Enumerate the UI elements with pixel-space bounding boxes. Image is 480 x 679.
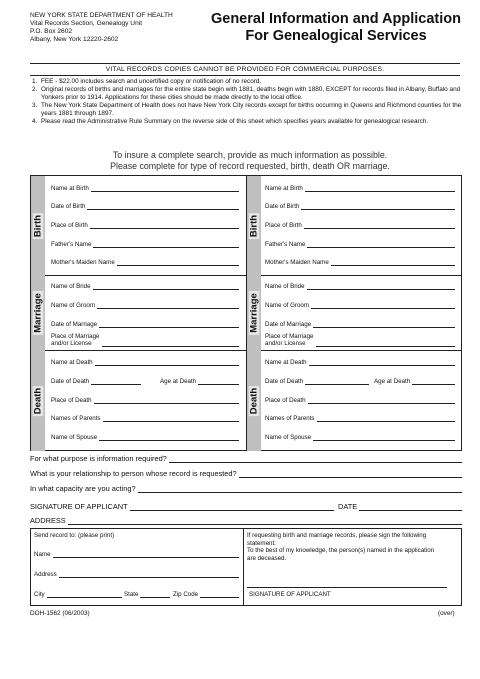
place-of-marriage-line[interactable] [102,341,240,347]
name-at-death-line[interactable] [309,360,455,366]
mothers-maiden-name-field[interactable]: Mother's Maiden Name [265,259,455,266]
date-of-birth-line[interactable] [301,204,455,210]
applicant-signature-line[interactable] [130,504,334,511]
send-city-line[interactable] [47,592,122,598]
agency-section: Vital Records Section, Genealogy Unit [30,20,143,27]
over-note: (over) [438,610,455,617]
send-record-box [30,528,462,606]
send-city-field[interactable]: City [34,591,122,598]
name-of-bride-line[interactable] [307,284,455,290]
agency-city: Albany, New York 12220-2602 [30,36,119,43]
box-divider [243,529,244,605]
send-zip-field[interactable]: Zip Code [173,591,239,598]
name-at-death-line[interactable] [95,360,239,366]
section-band-marriage: Marriage [31,275,45,350]
section-band-marriage: Marriage [247,275,261,350]
age-at-death-field[interactable]: Age at Death [374,378,455,385]
send-record-heading: Send record to: (please print) [34,532,115,539]
mothers-maiden-name-line[interactable] [331,260,455,266]
name-of-groom-line[interactable] [97,303,239,309]
date-line[interactable] [359,504,462,511]
form-title-line1: General Information and Application [210,11,461,27]
name-of-bride-line[interactable] [93,284,239,290]
name-at-birth-line[interactable] [91,186,239,192]
date-of-death-field[interactable]: Date of Death [265,378,369,385]
name-of-bride-field[interactable]: Name of Bride [265,283,455,290]
fathers-name-line[interactable] [93,242,239,248]
note-item: 1. FEE - $22.00 includes search and uncertified copy or notification of no record. [32,78,262,85]
date-of-marriage-field[interactable]: Date of Marriage [51,321,239,328]
date-of-death-line[interactable] [91,379,141,385]
fathers-name-line[interactable] [307,242,455,248]
purpose-question[interactable]: For what purpose is information required? [30,454,462,463]
age-at-death-line[interactable] [198,379,239,385]
section-band-birth: Birth [31,176,45,275]
name-of-spouse-field[interactable]: Name of Spouse [51,434,239,441]
names-of-parents-line[interactable] [103,416,239,422]
name-of-spouse-line[interactable] [313,435,455,441]
fathers-name-field[interactable]: Father's Name [51,241,239,248]
send-state-line[interactable] [140,592,170,598]
relationship-line[interactable] [239,471,462,478]
place-of-death-field[interactable]: Place of Death [51,397,239,404]
instruction-line: Please complete for type of record requested, birth, death OR marriage. [110,161,390,171]
fathers-name-field[interactable]: Father's Name [265,241,455,248]
date-of-birth-line[interactable] [87,204,239,210]
mothers-maiden-name-field[interactable]: Mother's Maiden Name [51,259,239,266]
place-of-death-field[interactable]: Place of Death [265,397,455,404]
name-at-birth-field[interactable]: Name at Birth [51,185,239,192]
place-of-birth-field[interactable]: Place of Birth [51,222,239,229]
instruction-line: To insure a complete search, provide as much information as possible. [112,150,388,160]
name-at-death-field[interactable]: Name at Death [265,359,455,366]
name-of-groom-line[interactable] [311,303,455,309]
applicant-signature-field[interactable]: SIGNATURE OF APPLICANT [30,502,334,511]
record-request-grid [30,175,462,451]
send-name-line[interactable] [53,552,239,558]
place-of-death-line[interactable] [308,398,455,404]
capacity-line[interactable] [138,486,462,493]
name-at-birth-field[interactable]: Name at Birth [265,185,455,192]
mothers-maiden-name-line[interactable] [117,260,239,266]
place-of-marriage-field[interactable]: Place of Marriage and/or License [265,333,455,347]
row-divider [31,275,461,276]
agency-address [30,12,173,44]
place-of-birth-field[interactable]: Place of Birth [265,222,455,229]
send-zip-line[interactable] [200,592,239,598]
date-field[interactable]: DATE [338,502,462,511]
date-of-marriage-field[interactable]: Date of Marriage [265,321,455,328]
date-of-death-field[interactable]: Date of Death [51,378,141,385]
capacity-question[interactable]: In what capacity are you acting? [30,484,462,493]
name-of-bride-field[interactable]: Name of Bride [51,283,239,290]
send-name-field[interactable]: Name [34,551,239,558]
date-of-marriage-line[interactable] [313,322,455,328]
place-of-death-line[interactable] [94,398,239,404]
names-of-parents-field[interactable]: Names of Parents [51,415,239,422]
date-of-birth-field[interactable]: Date of Birth [265,203,455,210]
name-of-groom-field[interactable]: Name of Groom [51,302,239,309]
send-address-line[interactable] [59,572,239,578]
form-title-line2: For Genealogical Services [245,28,427,44]
notes-list [32,78,462,126]
send-state-field[interactable]: State [124,591,170,598]
place-of-marriage-field[interactable]: Place of Marriage and/or License [51,333,239,347]
statement-signature-line[interactable] [247,587,447,588]
note-item: 2. Original records of births and marriages for the entire state begin with 1881, deaths begin with 1880, EXCEPT for records filed in Albany, Buffalo and Yonkers prior to 1914. Applications for these cities should be made directly to the local office. [32,86,461,101]
agency-po-box: P.O. Box 2602 [30,28,73,35]
statement-signature-label: SIGNATURE OF APPLICANT [249,591,331,598]
names-of-parents-field[interactable]: Names of Parents [265,415,455,422]
name-at-death-field[interactable]: Name at Death [51,359,239,366]
age-at-death-line[interactable] [412,379,455,385]
place-of-birth-line[interactable] [90,223,239,229]
name-of-spouse-field[interactable]: Name of Spouse [265,434,455,441]
purpose-line[interactable] [169,456,462,463]
name-of-spouse-line[interactable] [99,435,239,441]
form-id: DOH-1562 (06/2003) [30,610,90,617]
date-of-death-line[interactable] [305,379,369,385]
name-at-birth-line[interactable] [305,186,455,192]
row-divider [31,350,461,351]
note-item: 4. Please read the Administrative Rule Summary on the reverse side of this sheet which specifies years available for genealogical research. [32,118,429,125]
deceased-statement: If requesting birth and marriage records, please sign the following statement: To the best of my knowledge, the person(s) named in the application are deceased. [247,532,435,562]
age-at-death-field[interactable]: Age at Death [160,378,239,385]
address-field[interactable]: ADDRESS [30,516,462,525]
instructions [30,150,470,172]
note-item: 3. The New York State Department of Health does not have New York City records except for births occurring in Queens and Richmond counties for the years 1881 through 1897. [32,102,462,117]
name-of-groom-field[interactable]: Name of Groom [265,302,455,309]
address-line[interactable] [68,518,462,525]
section-band-death: Death [31,350,45,451]
agency-name: NEW YORK STATE DEPARTMENT OF HEALTH [30,12,173,19]
form-title [206,11,466,45]
section-band-birth: Birth [247,176,261,275]
date-of-birth-field[interactable]: Date of Birth [51,203,239,210]
date-of-marriage-line[interactable] [99,322,239,328]
names-of-parents-line[interactable] [317,416,455,422]
section-band-death: Death [247,350,261,451]
relationship-question[interactable]: What is your relationship to person whose record is requested? [30,469,462,478]
place-of-marriage-line[interactable] [316,341,456,347]
commercial-notice: VITAL RECORDS COPIES CANNOT BE PROVIDED FOR COMMERCIAL PURPOSES. [30,63,460,76]
place-of-birth-line[interactable] [304,223,455,229]
send-address-field[interactable]: Address [34,571,239,578]
